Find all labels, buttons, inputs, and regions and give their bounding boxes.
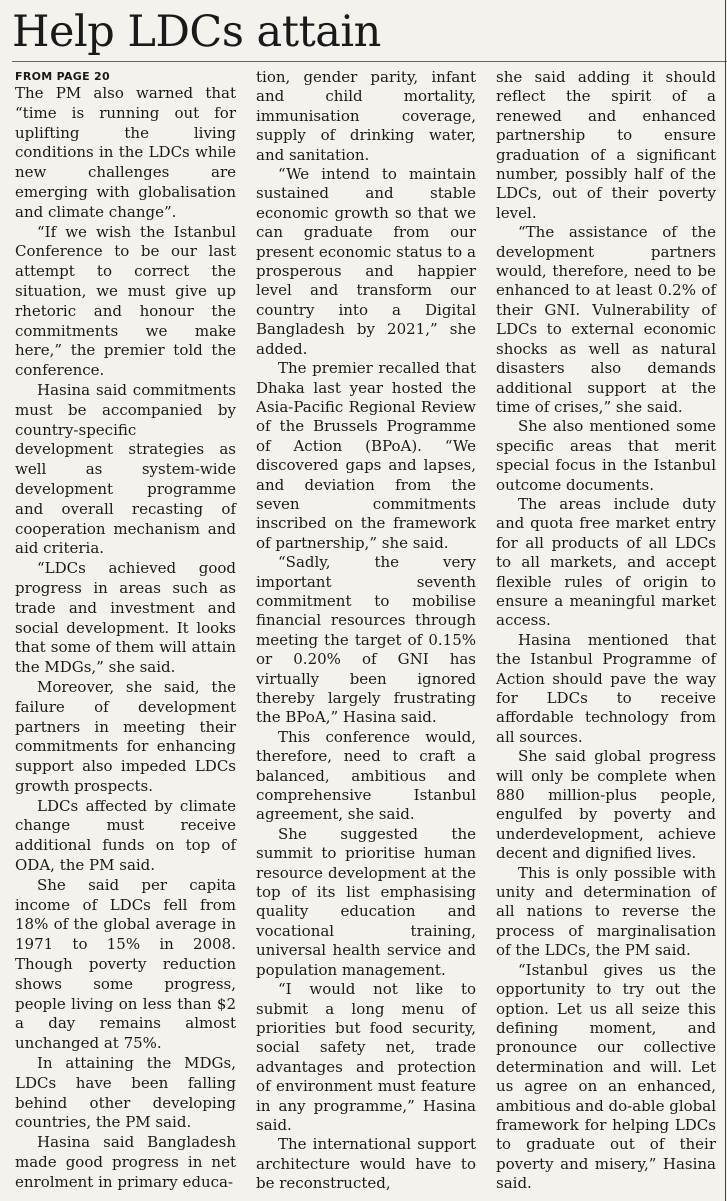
paragraph: This conference would, therefore, need to craft a balanced, ambitious and comprehensive Istanbul agreement, she said. <box>256 727 476 824</box>
continuation-kicker: FROM PAGE 20 <box>15 70 110 83</box>
right-border-rule <box>725 0 726 1201</box>
paragraph: The premier recalled that Dhaka last year hosted the Asia-Pacific Regional Review of the Brussels Programme of Action (BPoA). “We discovered gaps and lapses, and deviation from the seven commitments inscribed on the framework of partnership,” she said. <box>256 359 476 552</box>
paragraph: Hasina said Bangladesh made good progress in net enrolment in primary educa- <box>15 1133 236 1191</box>
paragraph: Hasina mentioned that the Istanbul Programme of Action should pave the way for LDCs to receive affordable technology from all sources. <box>496 630 716 746</box>
paragraph: She said per capita income of LDCs fell from 18% of the global average in 1971 to 15% in 2008. Though poverty reduction shows some progress, people living on less than $2 a day remains almost unchanged at 75%. <box>15 875 236 1053</box>
paragraph: she said adding it should reflect the spirit of a renewed and enhanced partnership to ensure graduation of a significant number, possibly half of the LDCs, out of their poverty level. <box>496 68 716 222</box>
article-column-3 <box>496 68 716 1194</box>
paragraph: She suggested the summit to prioritise human resource development at the top of its list emphasising quality education and vocational training, universal health service and population management. <box>256 824 476 979</box>
paragraph: “If we wish the Istanbul Conference to be our last attempt to correct the situation, we must give up rhetoric and honour the commitments we make here,” the premier told the conference. <box>15 222 236 380</box>
paragraph: “I would not like to submit a long menu of priorities but food security, social safety net, trade advantages and protection of environment must feature in any programme,” Hasina said. <box>256 980 476 1134</box>
paragraph: “LDCs achieved good progress in areas such as trade and investment and social development. It looks that some of them will attain the MDGs,” she said. <box>15 559 236 677</box>
paragraph: Hasina said commitments must be accompanied by country-specific development strategies as well as system-wide development programme and overall recasting of cooperation mechanism and aid criteria. <box>15 380 236 558</box>
paragraph: The international support architecture would have to be reconstructed, <box>256 1135 476 1193</box>
paragraph: tion, gender parity, infant and child mortality, immunisation coverage, supply of drinking water, and sanitation. <box>256 68 476 164</box>
paragraph: “Sadly, the very important seventh commitment to mobilise financial resources through meeting the target of 0.15% or 0.20% of GNI has virtually been ignored thereby largely frustrating the BPoA,” Hasina said. <box>256 553 476 727</box>
paragraph: “The assistance of the development partners would, therefore, need to be enhanced to at least 0.2% of their GNI. Vulnerability of LDCs to external economic shocks as well as natural disasters also demands additional support at the time of crises,” she said. <box>496 223 716 416</box>
paragraph: “We intend to maintain sustained and stable economic growth so that we can graduate from our present economic status to a prosperous and happier level and transform our country into a Digital Bangladesh by 2021,” she added. <box>256 165 476 358</box>
headline: Help LDCs attain <box>12 7 381 57</box>
article-column-1 <box>15 84 236 1193</box>
paragraph: Moreover, she said, the failure of development partners in meeting their commitments for enhancing support also impeded LDCs growth prospects. <box>15 677 236 795</box>
paragraph: In attaining the MDGs, LDCs have been falling behind other developing countries, the PM said. <box>15 1054 236 1132</box>
article-column-2 <box>256 68 476 1194</box>
paragraph: This is only possible with unity and determination of all nations to reverse the process of marginalisation of the LDCs, the PM said. <box>496 863 716 960</box>
headline-rule <box>12 61 727 62</box>
paragraph: She also mentioned some specific areas that merit special focus in the Istanbul outcome documents. <box>496 417 716 494</box>
paragraph: The PM also warned that “time is running out for uplifting the living conditions in the LDCs while new challenges are emerging with globalisation and climate change”. <box>15 84 236 221</box>
paragraph: She said global progress will only be complete when 880 million-plus people, engulfed by poverty and underdevelopment, achieve decent and dignified lives. <box>496 747 716 863</box>
paragraph: LDCs affected by climate change must receive additional funds on top of ODA, the PM said. <box>15 796 236 875</box>
paragraph: The areas include duty and quota free market entry for all products of all LDCs to all markets, and accept flexible rules of origin to ensure a meaningful market access. <box>496 494 716 630</box>
paragraph: “Istanbul gives us the opportunity to try out the option. Let us all seize this defining moment, and pronounce our collective determination and will. Let us agree on an enhanced, ambitious and do-able global framework for helping LDCs to graduate out of their poverty and misery,” Hasina said. <box>496 960 716 1193</box>
